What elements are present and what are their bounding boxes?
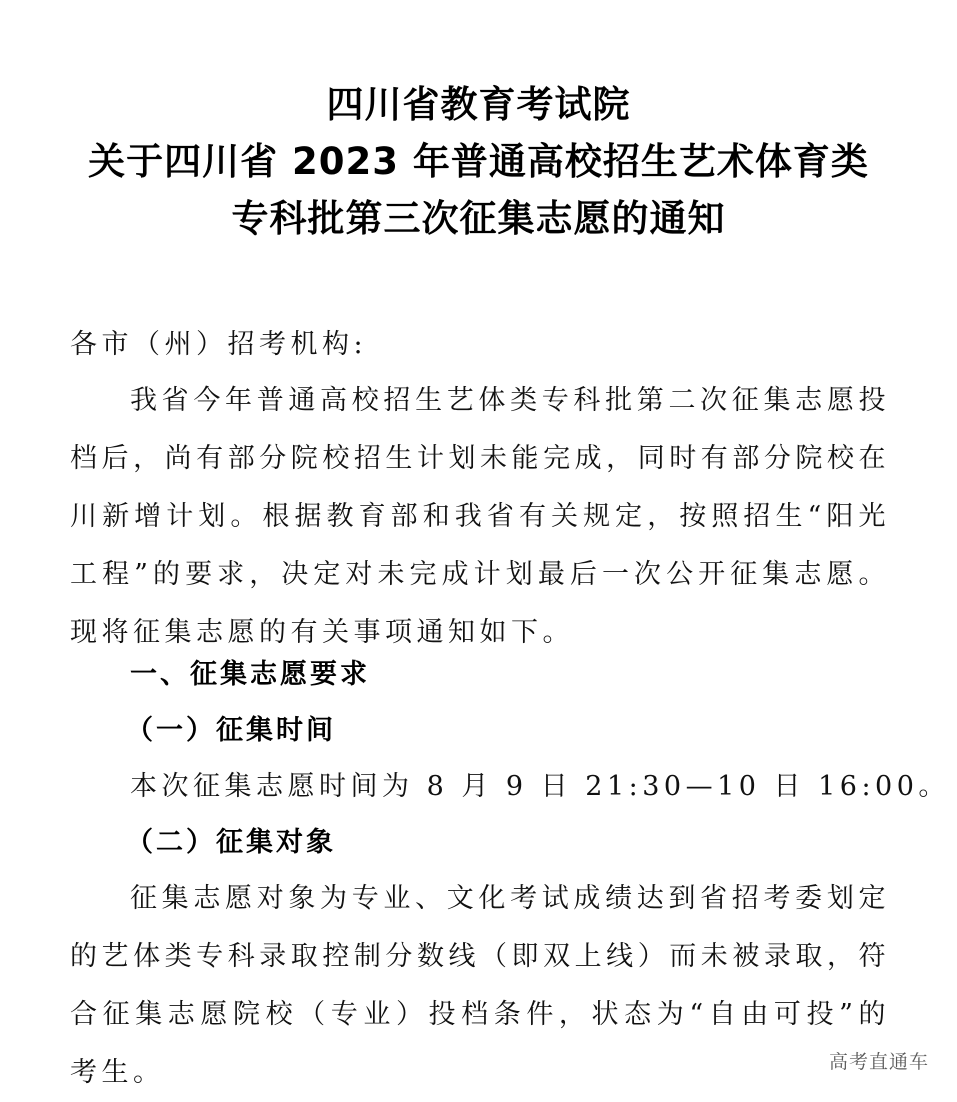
title-line-subject: 关于四川省 2023 年普通高校招生艺术体育类	[88, 140, 869, 183]
salutation: 各市（州）招考机构:	[70, 329, 368, 360]
collection-time-text: 本次征集志愿时间为 8 月 9 日 21:30—10 日 16:00。	[130, 771, 950, 802]
collection-target-paragraph: 征集志愿对象为专业、文化考试成绩达到省招考委划定的艺体类专科录取控制分数线（即双上线）而未被录取，符合征集志愿院校（专业）投档条件，状态为“自由可投”的考生。	[70, 883, 890, 1088]
subsection-1-heading: （一）征集时间	[126, 715, 336, 746]
title-line-issuer: 四川省教育考试院	[326, 83, 631, 126]
document-title	[0, 76, 957, 247]
watermark-label: 高考直通车	[828, 1051, 929, 1073]
subsection-2-heading: （二）征集对象	[126, 827, 336, 858]
section-1-heading: 一、征集志愿要求	[130, 659, 370, 690]
intro-paragraph: 我省今年普通高校招生艺体类专科批第二次征集志愿投档后，尚有部分院校招生计划未能完成，同时有部分院校在川新增计划。根据教育部和我省有关规定，按照招生“阳光工程”的要求，决定对未完成计划最后一次公开征集志愿。现将征集志愿的有关事项通知如下。	[70, 385, 890, 648]
title-line-batch: 专科批第三次征集志愿的通知	[231, 197, 726, 240]
